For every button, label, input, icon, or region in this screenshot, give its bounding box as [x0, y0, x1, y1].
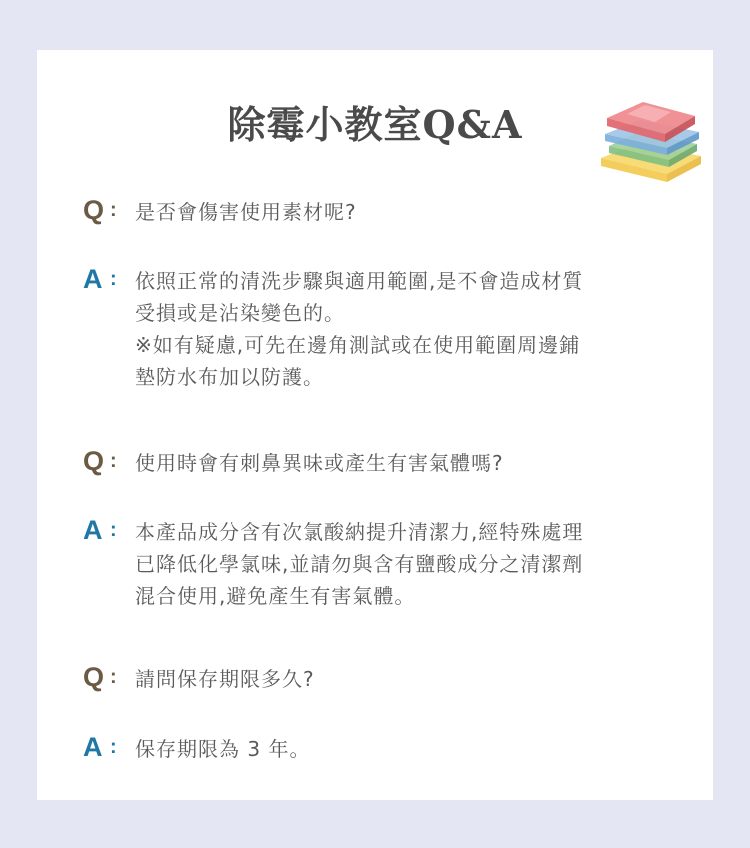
text-line: ※如有疑慮,可先在邊角測試或在使用範圍周邊鋪: [135, 333, 581, 357]
marker-colon: :: [110, 199, 117, 221]
marker-colon: :: [110, 268, 117, 290]
text-line: 依照正常的清洗步驟與適用範圍,是不會造成材質: [135, 269, 584, 293]
answer-text: [135, 516, 683, 612]
page-title: 除霉小教室Q&A: [227, 102, 523, 147]
question-text: [135, 196, 683, 228]
answer-text: [135, 265, 683, 393]
answer-marker: A: [83, 264, 103, 294]
marker-colon: :: [110, 666, 117, 688]
text-line: 使用時會有刺鼻異味或產生有害氣體嗎?: [135, 451, 504, 475]
marker-colon: :: [110, 736, 117, 758]
question-marker: Q: [83, 446, 105, 476]
stack-of-books-icon: [597, 96, 705, 186]
answer-marker: A: [83, 732, 103, 762]
text-line: 保存期限為 3 年。: [135, 737, 311, 761]
marker-colon: :: [110, 450, 117, 472]
question-marker: Q: [83, 662, 105, 692]
text-line: 已降低化學氯味,並請勿與含有鹽酸成分之清潔劑: [135, 552, 584, 576]
marker-colon: :: [110, 519, 117, 541]
text-line: 混合使用,避免產生有害氣體。: [135, 584, 416, 608]
answer-marker: A: [83, 515, 103, 545]
text-line: 受損或是沾染變色的。: [135, 301, 345, 325]
text-line: 本產品成分含有次氯酸納提升清潔力,經特殊處理: [135, 520, 584, 544]
qa-card: [37, 50, 713, 800]
text-line: 是否會傷害使用素材呢?: [135, 200, 357, 224]
question-text: [135, 447, 683, 479]
answer-text: [135, 733, 683, 765]
text-line: 請問保存期限多久?: [135, 667, 315, 691]
question-marker: Q: [83, 195, 105, 225]
text-line: 墊防水布加以防護。: [135, 365, 324, 389]
question-text: [135, 663, 683, 695]
